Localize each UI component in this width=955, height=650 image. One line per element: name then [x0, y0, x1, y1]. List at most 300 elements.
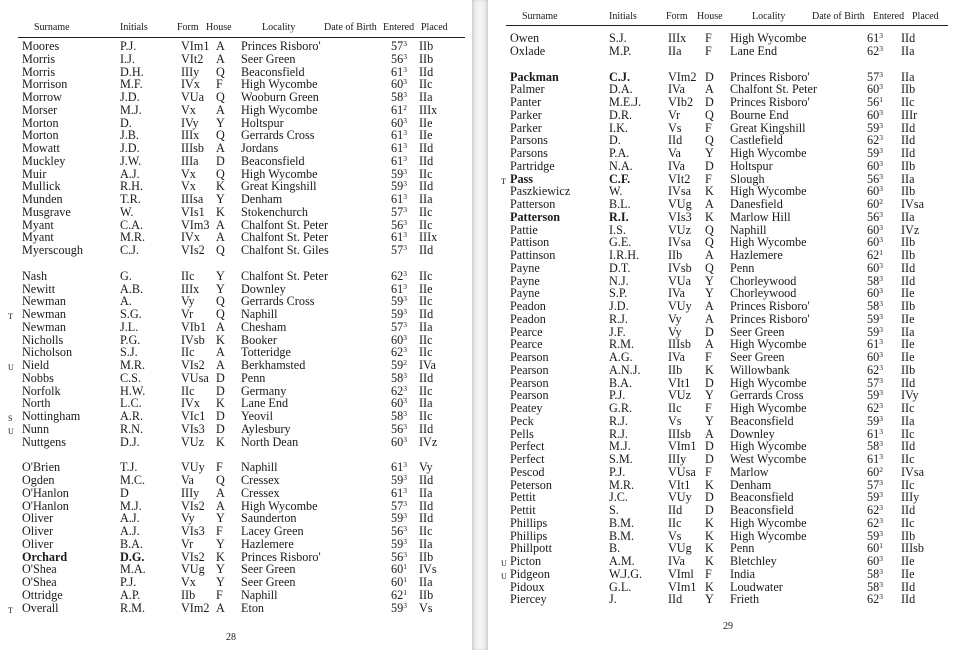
- header-dob: Date of Birth: [324, 22, 377, 33]
- header-house: House: [206, 22, 232, 33]
- form-cell: Vx: [181, 575, 196, 589]
- house-cell: Q: [705, 133, 714, 147]
- placed-cell: IVs: [419, 562, 437, 576]
- entered-term: 3: [879, 172, 883, 181]
- surname-cell: Oliver: [22, 537, 54, 551]
- form-cell: VUg: [181, 562, 205, 576]
- form-cell: Vy: [668, 312, 682, 326]
- entered-year: 62: [867, 248, 880, 262]
- entered-year: 60: [867, 554, 880, 568]
- status-prefix: T: [8, 606, 14, 615]
- initials-cell: J.: [609, 592, 617, 606]
- house-cell: F: [705, 465, 712, 479]
- initials-cell: N.J.: [609, 274, 629, 288]
- status-prefix: T: [501, 177, 507, 186]
- placed-cell: IIc: [901, 95, 915, 109]
- surname-cell: Packman: [510, 70, 559, 84]
- surname-cell: Orchard: [22, 550, 68, 564]
- entered-year: 61: [867, 337, 880, 351]
- initials-cell: T.R.: [120, 192, 141, 206]
- surname-cell: Parker: [510, 108, 542, 122]
- locality-cell: Yeovil: [241, 409, 273, 423]
- entered-year: 60: [867, 197, 880, 211]
- initials-cell: M.A.: [120, 562, 146, 576]
- initials-cell: P.G.: [120, 333, 141, 347]
- entered-term: 3: [879, 210, 883, 219]
- placed-cell: IId: [901, 376, 916, 390]
- entered-term: 3: [879, 184, 883, 193]
- entered-year: 61: [867, 452, 880, 466]
- house-cell: Y: [216, 269, 225, 283]
- surname-cell: Peck: [510, 414, 534, 428]
- locality-cell: Princes Risboro': [730, 70, 810, 84]
- initials-cell: A.J.: [120, 511, 140, 525]
- initials-cell: S.M.: [609, 452, 633, 466]
- locality-cell: Chesham: [241, 320, 287, 334]
- initials-cell: M.J.: [120, 103, 142, 117]
- surname-cell: Newman: [22, 294, 66, 308]
- initials-cell: A.J.: [120, 524, 140, 538]
- entered-year: 61: [391, 486, 404, 500]
- house-cell: Y: [705, 414, 714, 428]
- header-form: Form: [666, 11, 688, 22]
- initials-cell: A.J.: [120, 167, 140, 181]
- placed-cell: IIc: [419, 384, 433, 398]
- form-cell: VIt1: [668, 478, 691, 492]
- locality-cell: Holtspur: [241, 116, 284, 130]
- placed-cell: IId: [419, 511, 434, 525]
- placed-cell: IIa: [901, 172, 915, 186]
- placed-cell: IId: [419, 179, 434, 193]
- surname-cell: Pass: [510, 172, 534, 186]
- locality-cell: Chalfont St. Giles: [241, 243, 329, 257]
- surname-cell: Pescod: [510, 465, 545, 479]
- form-cell: IIIx: [181, 282, 200, 296]
- locality-cell: Cressex: [241, 486, 280, 500]
- initials-cell: P.J.: [609, 388, 626, 402]
- house-cell: D: [216, 409, 225, 423]
- house-cell: Q: [705, 261, 714, 275]
- house-cell: Y: [216, 562, 225, 576]
- locality-cell: Jordans: [241, 141, 279, 155]
- surname-cell: Pearson: [510, 376, 549, 390]
- surname-cell: O'Hanlon: [22, 486, 69, 500]
- entered-year: 59: [391, 307, 404, 321]
- form-cell: IIa: [668, 44, 682, 58]
- entered-year: 62: [391, 269, 404, 283]
- entered-cell: [391, 244, 407, 257]
- entered-year: 59: [391, 473, 404, 487]
- locality-cell: High Wycombe: [730, 184, 807, 198]
- entered-term: 3: [879, 376, 883, 385]
- form-cell: IVa: [668, 350, 685, 364]
- placed-cell: IIe: [901, 350, 915, 364]
- placed-cell: IIb: [419, 39, 434, 53]
- house-cell: A: [216, 486, 225, 500]
- surname-cell: Patterson: [510, 197, 556, 211]
- house-cell: Q: [705, 108, 714, 122]
- form-cell: VIs2: [181, 550, 205, 564]
- surname-cell: Owen: [510, 31, 540, 45]
- house-cell: Q: [705, 223, 714, 237]
- surname-cell: Newman: [22, 307, 66, 321]
- entered-year: 62: [391, 588, 404, 602]
- locality-cell: Chorleywood: [730, 274, 797, 288]
- locality-cell: Castlefield: [730, 133, 783, 147]
- entered-term: 3: [403, 511, 407, 520]
- placed-cell: IId: [419, 141, 434, 155]
- house-cell: A: [705, 337, 714, 351]
- entered-year: 57: [391, 39, 404, 53]
- form-cell: IIIsa: [181, 192, 204, 206]
- form-cell: IVy: [181, 116, 199, 130]
- entered-year: 59: [867, 414, 880, 428]
- header-placed: Placed: [421, 22, 448, 33]
- entered-term: 3: [879, 133, 883, 142]
- entered-term: 3: [403, 333, 407, 342]
- placed-cell: IIIy: [901, 490, 920, 504]
- placed-cell: IVa: [419, 358, 436, 372]
- locality-cell: India: [730, 567, 756, 581]
- locality-cell: Chalfont St. Peter: [730, 82, 817, 96]
- initials-cell: J.D.: [609, 299, 629, 313]
- locality-cell: Great Kingshill: [730, 121, 806, 135]
- initials-cell: B.M.: [609, 516, 635, 530]
- header-entered: Entered: [383, 22, 415, 33]
- locality-cell: Lane End: [241, 396, 289, 410]
- surname-cell: Nicholls: [22, 333, 64, 347]
- locality-cell: Chalfont St. Peter: [241, 269, 328, 283]
- locality-cell: Lacey Green: [241, 524, 304, 538]
- initials-cell: R.N.: [120, 422, 144, 436]
- entered-term: 3: [879, 44, 883, 53]
- surname-cell: Nunn: [22, 422, 50, 436]
- placed-cell: IId: [901, 274, 916, 288]
- placed-cell: IIa: [901, 325, 915, 339]
- entered-term: 3: [403, 90, 407, 99]
- surname-cell: Pidoux: [510, 580, 545, 594]
- placed-cell: IIa: [419, 537, 433, 551]
- locality-cell: Wooburn Green: [241, 90, 319, 104]
- initials-cell: S.P.: [609, 286, 628, 300]
- initials-cell: S.J.: [609, 31, 627, 45]
- entered-year: 56: [391, 218, 404, 232]
- locality-cell: Cressex: [241, 473, 280, 487]
- surname-cell: O'Brien: [22, 460, 61, 474]
- left-page: [0, 0, 472, 650]
- placed-cell: IId: [901, 133, 916, 147]
- entered-year: 61: [391, 192, 404, 206]
- initials-cell: P.A.: [609, 146, 630, 160]
- form-cell: Vy: [668, 325, 682, 339]
- form-cell: IIIx: [668, 31, 687, 45]
- entered-year: 58: [867, 580, 880, 594]
- header-surname: Surname: [522, 11, 558, 22]
- form-cell: IVa: [668, 82, 685, 96]
- entered-term: 3: [879, 554, 883, 563]
- entered-year: 61: [391, 460, 404, 474]
- initials-cell: A.G.: [609, 350, 633, 364]
- locality-cell: Penn: [241, 371, 266, 385]
- entered-term: 3: [403, 154, 407, 163]
- form-cell: Vy: [181, 294, 195, 308]
- form-cell: VIm1: [668, 439, 697, 453]
- surname-cell: Paszkiewicz: [510, 184, 571, 198]
- initials-cell: A.P.: [120, 588, 141, 602]
- initials-cell: T.J.: [120, 460, 138, 474]
- locality-cell: Bletchley: [730, 554, 777, 568]
- placed-cell: IId: [901, 146, 916, 160]
- entered-term: 3: [879, 363, 883, 372]
- locality-cell: Penn: [730, 261, 755, 275]
- form-cell: VUsa: [668, 465, 696, 479]
- placed-cell: IIIsb: [901, 541, 925, 555]
- house-cell: Y: [216, 511, 225, 525]
- placed-cell: IIc: [419, 333, 433, 347]
- locality-cell: Chalfont St. Peter: [241, 218, 328, 232]
- locality-cell: Naphill: [241, 307, 278, 321]
- entered-year: 59: [391, 601, 404, 615]
- surname-cell: Nield: [22, 358, 50, 372]
- entered-year: 62: [867, 44, 880, 58]
- placed-cell: IIe: [901, 554, 915, 568]
- form-cell: IVx: [181, 230, 200, 244]
- locality-cell: Willowbank: [730, 363, 790, 377]
- entered-term: 3: [879, 325, 883, 334]
- initials-cell: M.E.J.: [609, 95, 642, 109]
- placed-cell: IIb: [901, 82, 916, 96]
- house-cell: A: [216, 141, 225, 155]
- placed-cell: IIb: [901, 184, 916, 198]
- locality-cell: High Wycombe: [730, 439, 807, 453]
- entered-term: 3: [403, 460, 407, 469]
- initials-cell: D.J.: [120, 435, 140, 449]
- form-cell: IIIsb: [668, 337, 692, 351]
- entered-term: 3: [403, 345, 407, 354]
- form-cell: IIIsb: [181, 141, 205, 155]
- house-cell: K: [705, 363, 714, 377]
- form-cell: VIs3: [181, 524, 205, 538]
- locality-cell: West Wycombe: [730, 452, 807, 466]
- locality-cell: High Wycombe: [730, 401, 807, 415]
- entered-year: 61: [391, 282, 404, 296]
- entered-term: 3: [403, 39, 407, 48]
- surname-cell: Pearson: [510, 350, 549, 364]
- entered-term: 3: [879, 414, 883, 423]
- surname-cell: Pidgeon: [510, 567, 550, 581]
- placed-cell: IIb: [419, 52, 434, 66]
- locality-cell: Gerrards Cross: [241, 294, 315, 308]
- locality-cell: Chalfont St. Peter: [241, 230, 328, 244]
- initials-cell: A.M.: [609, 554, 635, 568]
- initials-cell: D.R.: [609, 108, 633, 122]
- entered-cell: [391, 602, 407, 615]
- entered-term: 3: [403, 307, 407, 316]
- entered-term: 3: [403, 371, 407, 380]
- entered-year: 60: [867, 184, 880, 198]
- house-cell: Y: [216, 537, 225, 551]
- house-cell: K: [705, 580, 714, 594]
- initials-cell: D.G.: [120, 550, 145, 564]
- house-cell: K: [705, 516, 714, 530]
- entered-year: 60: [867, 541, 880, 555]
- initials-cell: A.N.J.: [609, 363, 641, 377]
- form-cell: Vx: [181, 167, 196, 181]
- form-cell: IVsb: [668, 261, 692, 275]
- initials-cell: M.R.: [120, 230, 146, 244]
- placed-cell: IIa: [901, 70, 915, 84]
- entered-year: 57: [391, 320, 404, 334]
- initials-cell: J.D.: [120, 141, 140, 155]
- house-cell: Y: [705, 274, 714, 288]
- initials-cell: M.C.: [120, 473, 146, 487]
- locality-cell: Stokenchurch: [241, 205, 309, 219]
- surname-cell: Pettit: [510, 503, 536, 517]
- placed-cell: IIc: [901, 427, 915, 441]
- surname-cell: Munden: [22, 192, 63, 206]
- placed-cell: IVsa: [901, 465, 925, 479]
- surname-cell: Newman: [22, 320, 66, 334]
- house-cell: A: [216, 230, 225, 244]
- entered-year: 62: [867, 401, 880, 415]
- placed-cell: IIc: [901, 401, 915, 415]
- entered-year: 60: [867, 261, 880, 275]
- locality-cell: Bourne End: [730, 108, 789, 122]
- initials-cell: I.K.: [609, 121, 628, 135]
- form-cell: Va: [668, 146, 681, 160]
- initials-cell: J.F.: [609, 325, 626, 339]
- entered-term: 2: [403, 103, 407, 112]
- entered-year: 60: [867, 350, 880, 364]
- placed-cell: IId: [419, 243, 434, 257]
- entered-year: 59: [867, 146, 880, 160]
- initials-cell: W.: [120, 205, 134, 219]
- initials-cell: S.J.: [120, 345, 138, 359]
- placed-cell: IIe: [901, 337, 915, 351]
- form-cell: VUsa: [181, 371, 209, 385]
- initials-cell: J.C.: [609, 490, 628, 504]
- entered-year: 62: [391, 345, 404, 359]
- house-cell: K: [705, 210, 714, 224]
- surname-cell: Patterson: [510, 210, 561, 224]
- locality-cell: Seer Green: [241, 575, 296, 589]
- form-cell: VUz: [668, 388, 692, 402]
- entered-year: 60: [867, 235, 880, 249]
- locality-cell: High Wycombe: [241, 499, 318, 513]
- entered-year: 60: [391, 333, 404, 347]
- entered-year: 57: [867, 478, 880, 492]
- form-cell: VUy: [668, 299, 692, 313]
- house-cell: A: [705, 427, 714, 441]
- house-cell: A: [216, 218, 225, 232]
- entered-year: 56: [391, 52, 404, 66]
- surname-cell: Oliver: [22, 511, 54, 525]
- surname-cell: O'Shea: [22, 575, 57, 589]
- locality-cell: Holtspur: [730, 159, 773, 173]
- form-cell: VIm1: [668, 580, 697, 594]
- entered-term: 3: [403, 52, 407, 61]
- entered-term: 3: [879, 452, 883, 461]
- entered-year: 61: [391, 65, 404, 79]
- form-cell: Vs: [668, 529, 682, 543]
- locality-cell: Denham: [730, 478, 772, 492]
- initials-cell: R.J.: [609, 414, 628, 428]
- initials-cell: W.J.G.: [609, 567, 643, 581]
- placed-cell: IVz: [419, 435, 438, 449]
- entered-term: 3: [879, 529, 883, 538]
- surname-cell: Pattinson: [510, 248, 556, 262]
- entered-term: 3: [403, 409, 407, 418]
- house-cell: A: [216, 601, 225, 615]
- locality-cell: Slough: [730, 172, 765, 186]
- surname-cell: Pearce: [510, 337, 543, 351]
- placed-cell: IId: [901, 592, 916, 606]
- placed-cell: IIc: [419, 77, 433, 91]
- form-cell: VIm2: [668, 70, 697, 84]
- entered-term: 3: [879, 274, 883, 283]
- house-cell: A: [705, 312, 714, 326]
- locality-cell: Berkhamsted: [241, 358, 306, 372]
- initials-cell: M.J.: [120, 499, 142, 513]
- house-cell: A: [216, 52, 225, 66]
- entered-term: 3: [879, 516, 883, 525]
- house-cell: A: [216, 345, 225, 359]
- form-cell: IIIsb: [668, 427, 692, 441]
- header-dob: Date of Birth: [812, 11, 865, 22]
- locality-cell: Hazlemere: [241, 537, 294, 551]
- surname-cell: Payne: [510, 274, 540, 288]
- entered-term: 3: [403, 550, 407, 559]
- form-cell: VUa: [668, 274, 692, 288]
- initials-cell: R.M.: [609, 337, 635, 351]
- locality-cell: Beaconsfield: [241, 154, 305, 168]
- locality-cell: High Wycombe: [730, 376, 807, 390]
- locality-cell: Lane End: [730, 44, 778, 58]
- placed-cell: IIb: [901, 529, 916, 543]
- form-cell: Vx: [181, 103, 196, 117]
- house-cell: Q: [216, 167, 225, 181]
- locality-cell: Frieth: [730, 592, 760, 606]
- entered-year: 58: [391, 90, 404, 104]
- house-cell: F: [705, 44, 712, 58]
- placed-cell: IIc: [419, 294, 433, 308]
- house-cell: Q: [216, 307, 225, 321]
- locality-cell: High Wycombe: [730, 235, 807, 249]
- entered-term: 1: [403, 588, 407, 597]
- entered-year: 60: [867, 465, 880, 479]
- header-locality: Locality: [752, 11, 786, 22]
- entered-term: 3: [879, 108, 883, 117]
- form-cell: VIs3: [668, 210, 692, 224]
- form-cell: IIIy: [668, 452, 687, 466]
- house-cell: A: [216, 499, 225, 513]
- surname-cell: Newitt: [22, 282, 56, 296]
- entered-term: 3: [403, 167, 407, 176]
- surname-cell: Morton: [22, 116, 59, 130]
- surname-cell: O'Hanlon: [22, 499, 69, 513]
- locality-cell: Seer Green: [241, 562, 296, 576]
- house-cell: K: [705, 184, 714, 198]
- locality-cell: High Wycombe: [730, 516, 807, 530]
- house-cell: D: [216, 422, 225, 436]
- surname-cell: Myerscough: [22, 243, 83, 257]
- initials-cell: C.A.: [120, 218, 144, 232]
- initials-cell: M.J.: [609, 439, 631, 453]
- entered-term: 3: [879, 121, 883, 130]
- form-cell: IVsb: [181, 333, 205, 347]
- entered-term: 3: [403, 128, 407, 137]
- entered-year: 61: [867, 427, 880, 441]
